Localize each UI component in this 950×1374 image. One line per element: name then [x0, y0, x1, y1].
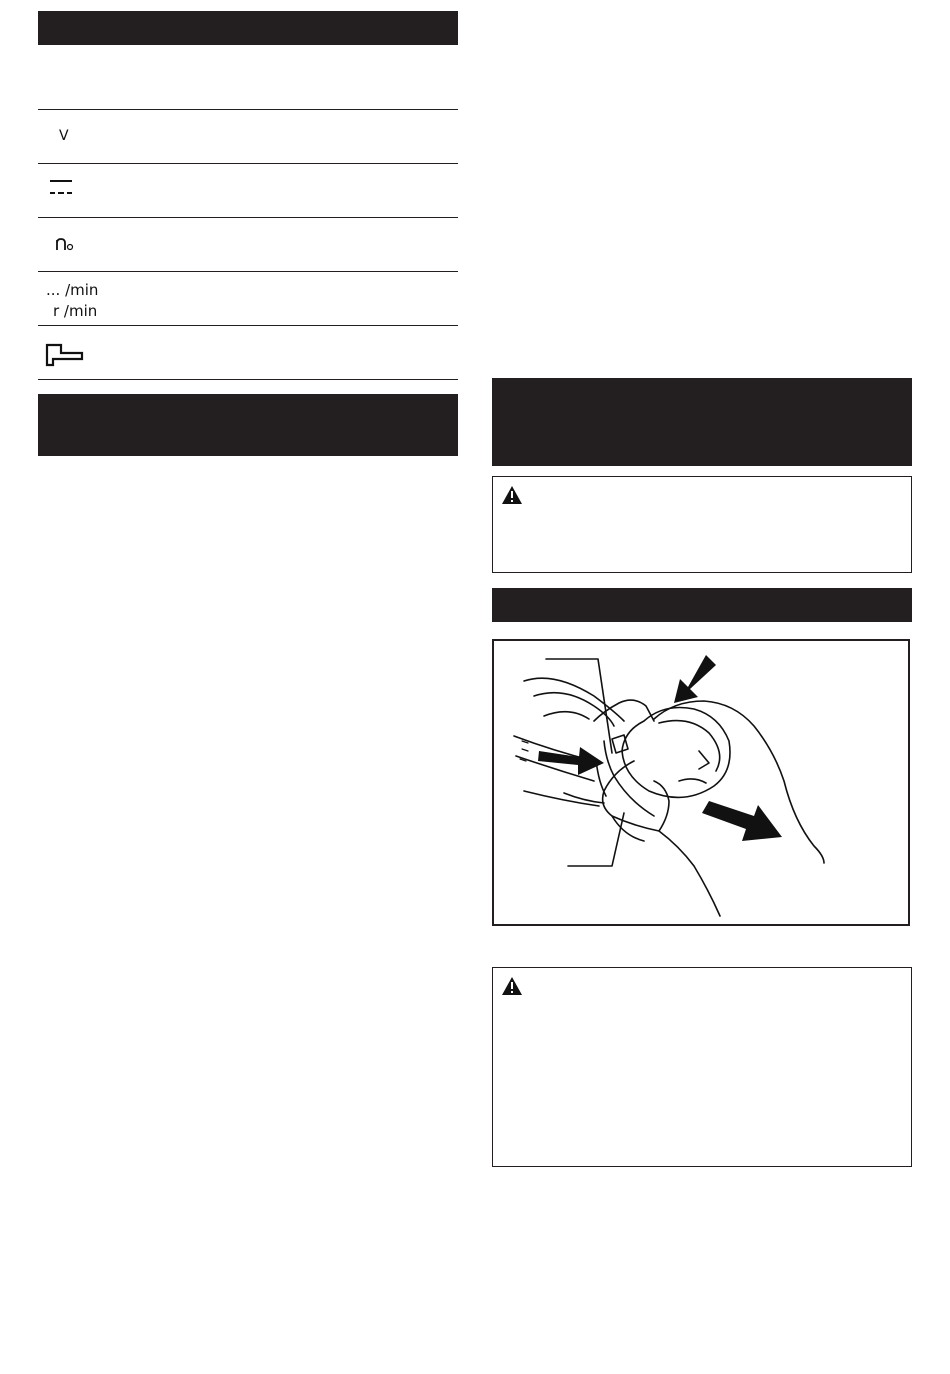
rpm-symbol-line-2: r /min — [53, 302, 98, 320]
table-rule — [38, 109, 458, 110]
warning-box-2 — [492, 967, 912, 1167]
battery-cartridge-icon — [45, 341, 85, 367]
section-header-bar-large — [492, 378, 912, 466]
no-load-speed-icon — [55, 234, 75, 252]
volts-symbol: V — [59, 128, 69, 144]
table-rule — [38, 271, 458, 272]
warning-triangle-icon — [501, 976, 523, 996]
warning-triangle-icon — [501, 485, 523, 505]
table-rule — [38, 379, 458, 380]
table-rule — [38, 163, 458, 164]
table-rule — [38, 325, 458, 326]
direct-current-icon — [48, 178, 74, 196]
warning-box — [492, 476, 912, 573]
rpm-symbol-line-1: ... /min — [46, 281, 99, 299]
table-rule — [38, 217, 458, 218]
battery-removal-illustration — [492, 639, 910, 926]
symbols-header-bar — [38, 11, 458, 45]
section-header-bar — [38, 394, 458, 456]
subsection-header-bar — [492, 588, 912, 622]
illustration-drawing — [494, 641, 908, 924]
